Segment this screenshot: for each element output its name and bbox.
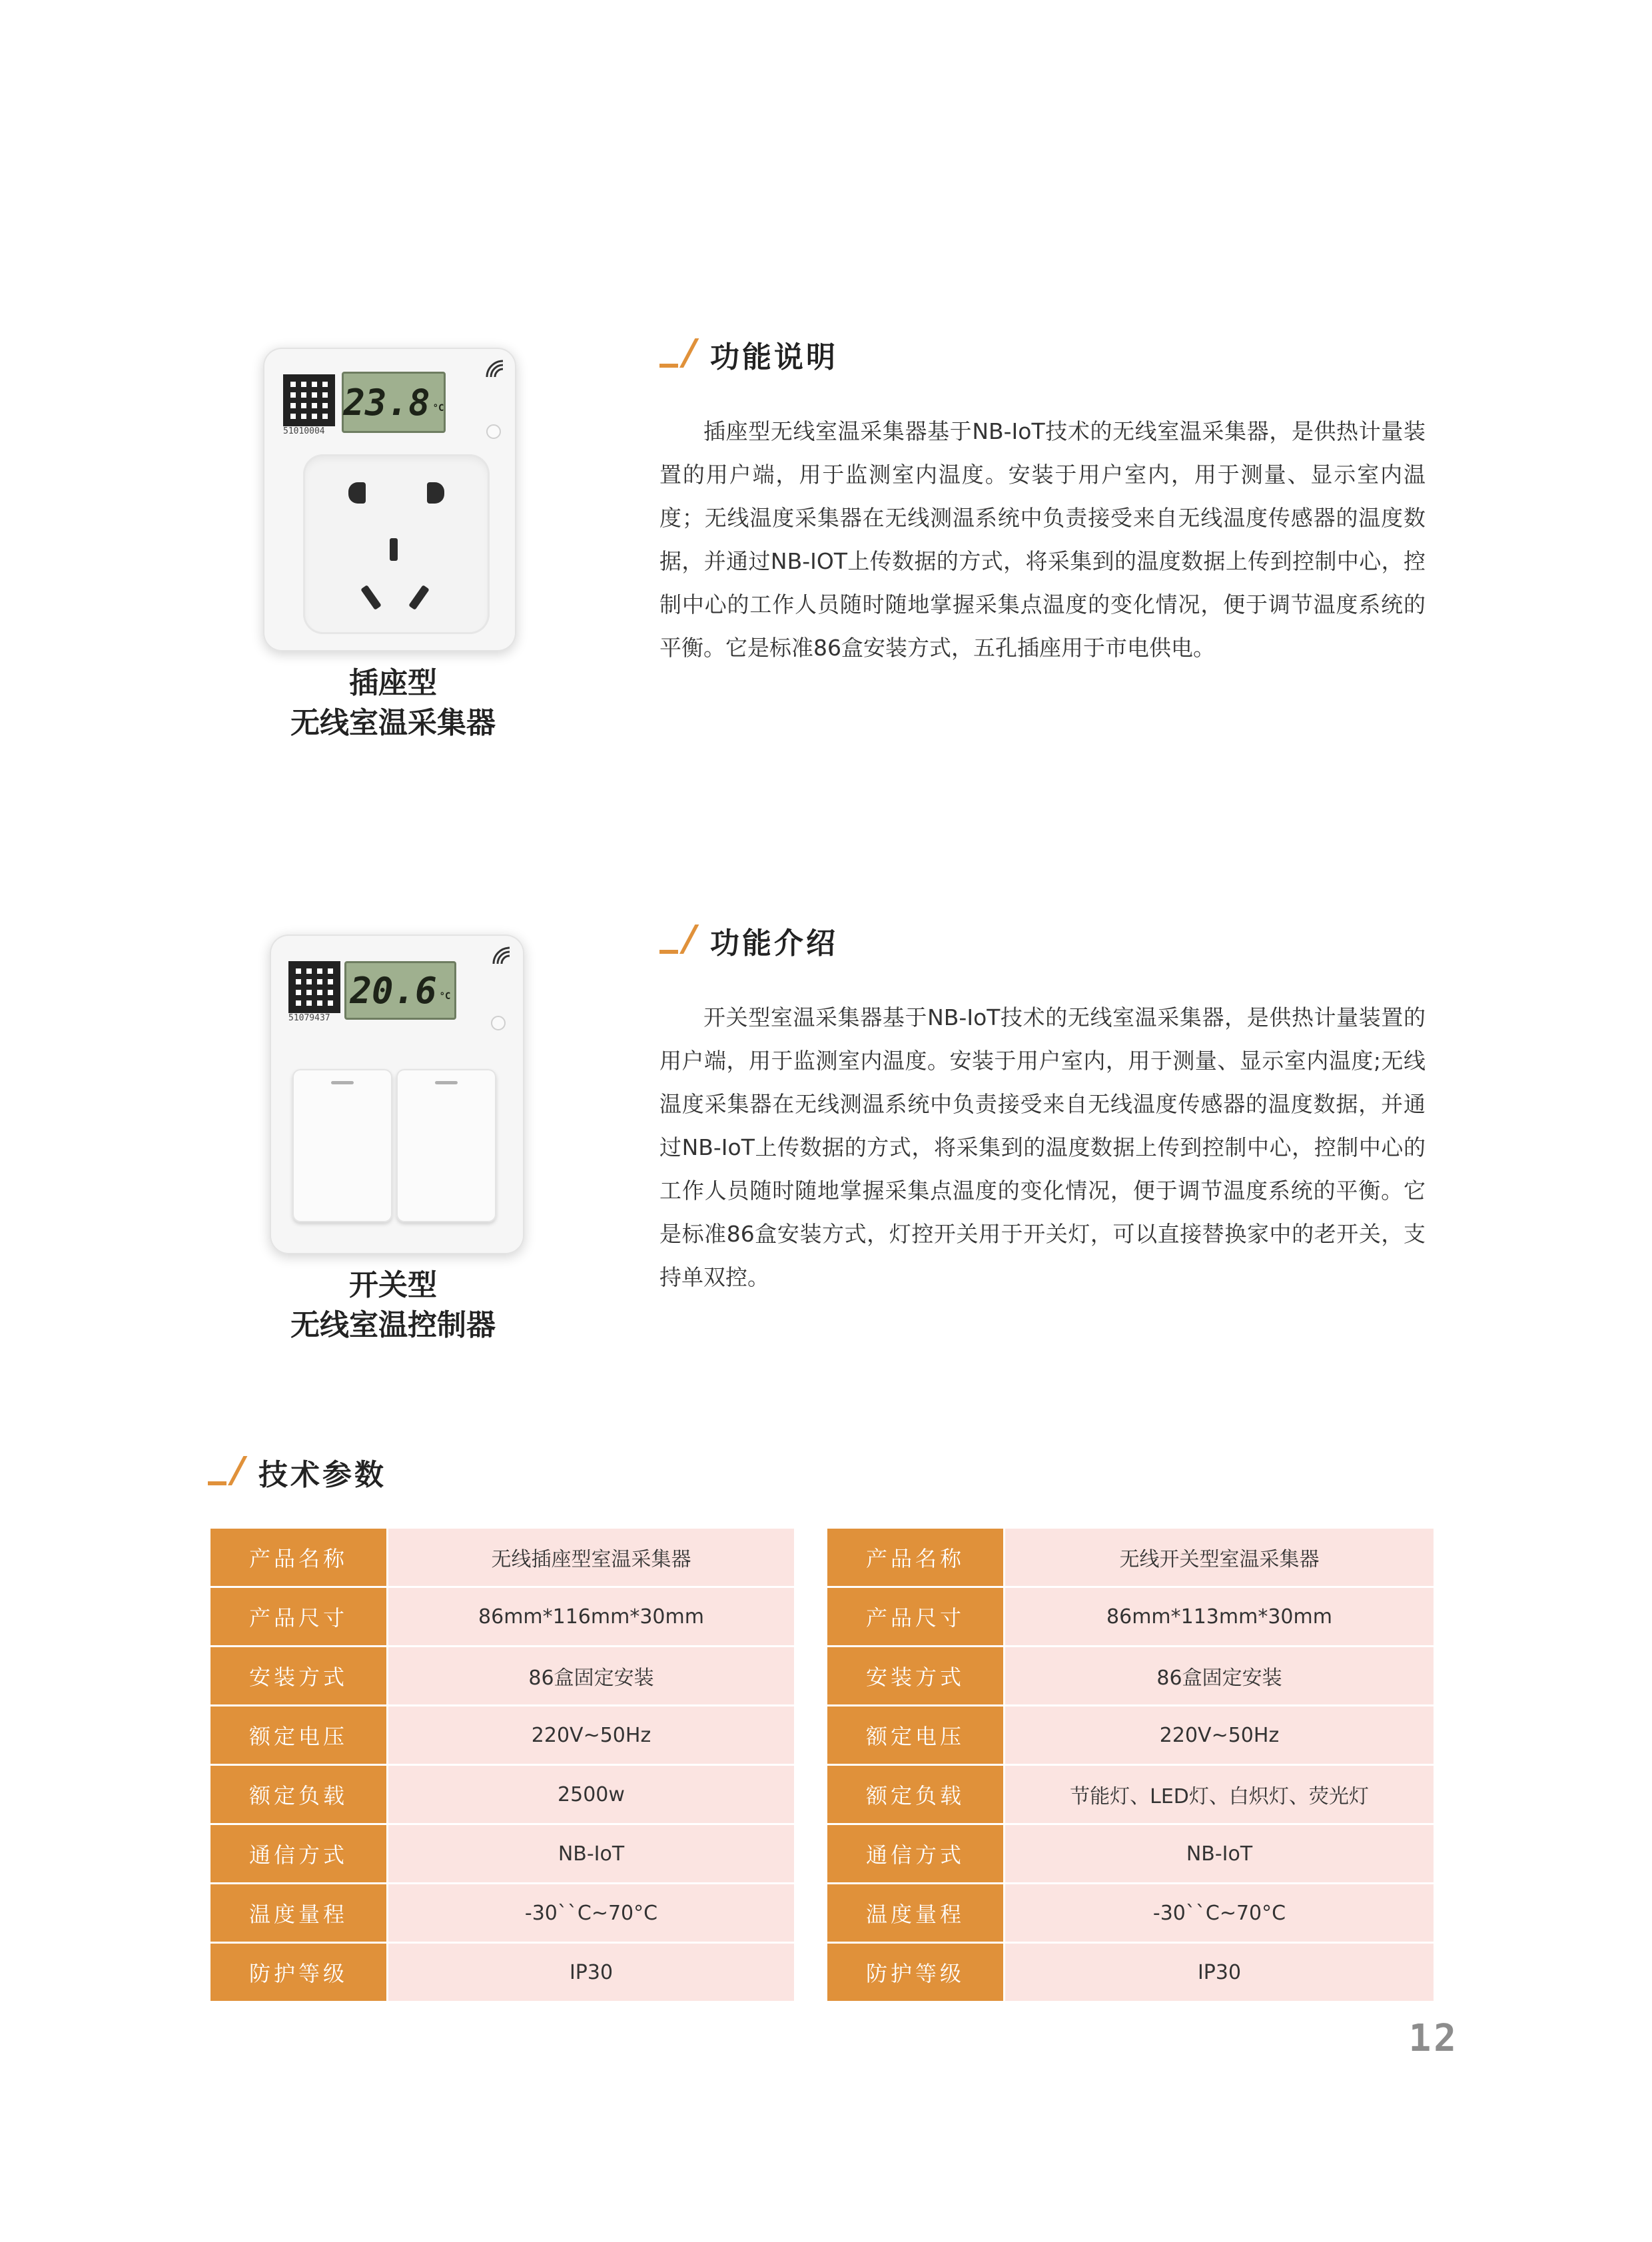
caption-line-1: 插座型 bbox=[349, 666, 437, 700]
spec-row bbox=[210, 1943, 794, 2002]
product-caption-switch bbox=[226, 1266, 560, 1345]
qr-code bbox=[288, 961, 340, 1013]
spec-key: 安装方式 bbox=[210, 1647, 388, 1706]
spec-row bbox=[210, 1529, 794, 1587]
spec-value: 86mm*116mm*30mm bbox=[388, 1587, 795, 1647]
heading-accent-mark bbox=[659, 341, 695, 368]
spec-row bbox=[210, 1647, 794, 1706]
spec-row bbox=[210, 1706, 794, 1765]
socket-hole-top bbox=[390, 538, 398, 561]
spec-row bbox=[210, 1824, 794, 1884]
socket-collector-image bbox=[263, 348, 516, 651]
spec-value: 无线开关型室温采集器 bbox=[1005, 1529, 1434, 1587]
spec-key: 通信方式 bbox=[827, 1824, 1005, 1884]
socket-hole-bottom-right bbox=[408, 585, 430, 610]
spec-key: 温度量程 bbox=[827, 1884, 1005, 1943]
spec-table-socket bbox=[210, 1529, 794, 2003]
wireless-signal-icon bbox=[490, 944, 514, 968]
socket-hole-left bbox=[348, 482, 366, 504]
product-caption-socket bbox=[226, 663, 560, 743]
spec-row bbox=[827, 1587, 1434, 1647]
spec-row bbox=[827, 1884, 1434, 1943]
spec-value: 节能灯、LED灯、白炽灯、荧光灯 bbox=[1005, 1765, 1434, 1824]
spec-value: 220V~50Hz bbox=[1005, 1706, 1434, 1765]
spec-value: NB-IoT bbox=[1005, 1824, 1434, 1884]
spec-value: IP30 bbox=[388, 1943, 795, 2002]
spec-key: 产品尺寸 bbox=[827, 1587, 1005, 1647]
spec-row bbox=[827, 1647, 1434, 1706]
heading-accent-mark bbox=[208, 1459, 244, 1485]
wireless-signal-icon bbox=[483, 357, 507, 381]
spec-key: 防护等级 bbox=[210, 1943, 388, 2002]
section-heading-function-description bbox=[659, 333, 838, 376]
qr-id-label: 51010004 bbox=[283, 426, 325, 436]
spec-value: 86盒固定安装 bbox=[1005, 1647, 1434, 1706]
spec-row bbox=[827, 1824, 1434, 1884]
rocker-indicator bbox=[435, 1081, 458, 1084]
spec-value: 2500w bbox=[388, 1765, 795, 1824]
spec-key: 温度量程 bbox=[210, 1884, 388, 1943]
spec-row bbox=[827, 1765, 1434, 1824]
qr-id-label: 51079437 bbox=[288, 1013, 330, 1023]
heading-accent-mark bbox=[659, 927, 695, 954]
section-heading-technical-parameters bbox=[208, 1451, 386, 1493]
socket-hole-right bbox=[427, 482, 444, 504]
switch-controller-image bbox=[270, 934, 524, 1254]
spec-key: 防护等级 bbox=[827, 1943, 1005, 2002]
section-title: 技术参数 bbox=[258, 1458, 386, 1492]
spec-value: 220V~50Hz bbox=[388, 1706, 795, 1765]
socket-description-paragraph: 插座型无线室温采集器基于NB-IoT技术的无线室温采集器，是供热计量装置的用户端，用于监测室内温度。安装于用户室内，用于测量、显示室内温度；无线温度采集器在无线测温系统中负责接受来自无线温度传感器的温度数据，并通过NB-IOT上传数据的方式，将采集到的温度数据上传到控制中心，控制中心的工作人员随时随地掌握采集点温度的变化情况，便于调节温度系统的平衡。它是标准86盒安装方式，五孔插座用于市电供电。 bbox=[659, 418, 1426, 661]
caption-line-2: 无线室温采集器 bbox=[290, 706, 496, 740]
section-title: 功能介绍 bbox=[710, 927, 838, 960]
spec-row bbox=[827, 1529, 1434, 1587]
page-number: 12 bbox=[1408, 2017, 1459, 2060]
indicator-light-icon bbox=[491, 1016, 506, 1030]
lcd-display bbox=[342, 372, 446, 433]
switch-description-paragraph: 开关型室温采集器基于NB-IoT技术的无线室温采集器，是供热计量装置的用户端，用于监测室内温度。安装于用户室内，用于测量、显示室内温度;无线温度采集器在无线测温系统中负责接受来自无线温度传感器的温度数据，并通过NB-IoT上传数据的方式，将采集到的温度数据上传到控制中心，控制中心的工作人员随时随地掌握采集点温度的变化情况，便于调节温度系统的平衡。它是标准86盒安装方式，灯控开关用于开关灯，可以直接替换家中的老开关，支持单双控。 bbox=[659, 1004, 1426, 1290]
spec-table-switch bbox=[827, 1529, 1434, 2003]
indicator-light-icon bbox=[486, 424, 501, 439]
switch-rocker-right bbox=[396, 1069, 496, 1222]
spec-key: 安装方式 bbox=[827, 1647, 1005, 1706]
spec-key: 额定负载 bbox=[827, 1765, 1005, 1824]
spec-row bbox=[827, 1706, 1434, 1765]
lcd-unit: °C bbox=[439, 991, 451, 1002]
section-title: 功能说明 bbox=[710, 340, 838, 374]
spec-value: -30``C~70°C bbox=[388, 1884, 795, 1943]
spec-value: 无线插座型室温采集器 bbox=[388, 1529, 795, 1587]
lcd-unit: °C bbox=[432, 403, 444, 414]
spec-row bbox=[210, 1765, 794, 1824]
socket-hole-bottom-left bbox=[360, 585, 382, 610]
spec-key: 额定电压 bbox=[210, 1706, 388, 1765]
lcd-reading: 23.8 bbox=[343, 381, 430, 424]
rocker-indicator bbox=[331, 1081, 354, 1084]
spec-row bbox=[210, 1884, 794, 1943]
section-heading-function-introduction bbox=[659, 919, 838, 962]
spec-key: 通信方式 bbox=[210, 1824, 388, 1884]
spec-value: 86盒固定安装 bbox=[388, 1647, 795, 1706]
spec-row bbox=[210, 1587, 794, 1647]
lcd-display bbox=[344, 961, 456, 1020]
qr-code bbox=[283, 374, 335, 426]
switch-rocker-left bbox=[292, 1069, 392, 1222]
spec-value: -30``C~70°C bbox=[1005, 1884, 1434, 1943]
spec-key: 产品名称 bbox=[827, 1529, 1005, 1587]
spec-key: 额定负载 bbox=[210, 1765, 388, 1824]
spec-row bbox=[827, 1943, 1434, 2002]
spec-value: NB-IoT bbox=[388, 1824, 795, 1884]
spec-key: 产品名称 bbox=[210, 1529, 388, 1587]
five-hole-socket bbox=[303, 454, 490, 634]
spec-value: IP30 bbox=[1005, 1943, 1434, 2002]
spec-key: 产品尺寸 bbox=[210, 1587, 388, 1647]
lcd-reading: 20.6 bbox=[350, 969, 437, 1012]
spec-key: 额定电压 bbox=[827, 1706, 1005, 1765]
caption-line-1: 开关型 bbox=[349, 1268, 437, 1302]
caption-line-2: 无线室温控制器 bbox=[290, 1308, 496, 1342]
spec-value: 86mm*113mm*30mm bbox=[1005, 1587, 1434, 1647]
